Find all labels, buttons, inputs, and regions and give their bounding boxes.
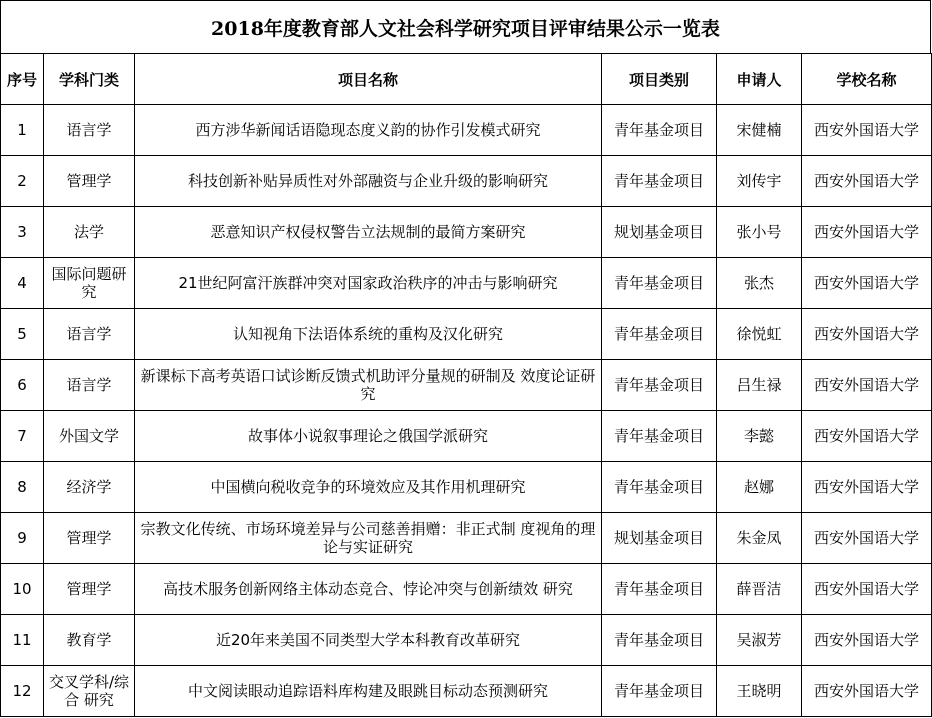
cell-type: 青年基金项目 [602, 309, 717, 360]
cell-discipline: 语言学 [44, 360, 135, 411]
cell-discipline: 管理学 [44, 513, 135, 564]
cell-discipline: 经济学 [44, 462, 135, 513]
table-title: 2018年度教育部人文社会科学研究项目评审结果公示一览表 [0, 0, 931, 54]
cell-type: 规划基金项目 [602, 513, 717, 564]
table-row [1, 360, 932, 411]
cell-applicant: 吴淑芳 [717, 615, 802, 666]
cell-school: 西安外国语大学 [802, 360, 932, 411]
cell-school: 西安外国语大学 [802, 105, 932, 156]
cell-type: 青年基金项目 [602, 258, 717, 309]
header-project: 项目名称 [135, 54, 602, 105]
cell-school: 西安外国语大学 [802, 156, 932, 207]
table-row [1, 564, 932, 615]
header-no: 序号 [1, 54, 44, 105]
cell-type: 青年基金项目 [602, 105, 717, 156]
header-discipline: 学科门类 [44, 54, 135, 105]
cell-school: 西安外国语大学 [802, 513, 932, 564]
cell-type: 青年基金项目 [602, 564, 717, 615]
cell-applicant: 李懿 [717, 411, 802, 462]
table-row [1, 105, 932, 156]
table-row [1, 513, 932, 564]
table-row [1, 156, 932, 207]
cell-no: 11 [1, 615, 44, 666]
cell-project: 近20年来美国不同类型大学本科教育改革研究 [135, 615, 602, 666]
header-applicant: 申请人 [717, 54, 802, 105]
cell-no: 12 [1, 666, 44, 717]
table-row [1, 411, 932, 462]
header-row [1, 54, 932, 105]
cell-applicant: 赵娜 [717, 462, 802, 513]
cell-no: 3 [1, 207, 44, 258]
cell-type: 青年基金项目 [602, 666, 717, 717]
cell-discipline: 管理学 [44, 156, 135, 207]
cell-project: 西方涉华新闻话语隐现态度义韵的协作引发模式研究 [135, 105, 602, 156]
cell-type: 规划基金项目 [602, 207, 717, 258]
header-school: 学校名称 [802, 54, 932, 105]
cell-applicant: 刘传宇 [717, 156, 802, 207]
cell-type: 青年基金项目 [602, 462, 717, 513]
cell-school: 西安外国语大学 [802, 615, 932, 666]
cell-school: 西安外国语大学 [802, 309, 932, 360]
cell-applicant: 吕生禄 [717, 360, 802, 411]
cell-applicant: 徐悦虹 [717, 309, 802, 360]
cell-discipline: 语言学 [44, 105, 135, 156]
table-row [1, 258, 932, 309]
cell-discipline: 国际问题研究 [44, 258, 135, 309]
cell-project: 21世纪阿富汗族群冲突对国家政治秩序的冲击与影响研究 [135, 258, 602, 309]
cell-applicant: 朱金凤 [717, 513, 802, 564]
cell-no: 5 [1, 309, 44, 360]
cell-school: 西安外国语大学 [802, 666, 932, 717]
cell-type: 青年基金项目 [602, 411, 717, 462]
results-table [0, 53, 932, 717]
table-row [1, 666, 932, 717]
cell-project: 恶意知识产权侵权警告立法规制的最简方案研究 [135, 207, 602, 258]
cell-applicant: 张杰 [717, 258, 802, 309]
cell-project: 中文阅读眼动追踪语料库构建及眼跳目标动态预测研究 [135, 666, 602, 717]
cell-discipline: 交叉学科/综合 研究 [44, 666, 135, 717]
header-type: 项目类别 [602, 54, 717, 105]
cell-school: 西安外国语大学 [802, 207, 932, 258]
cell-type: 青年基金项目 [602, 615, 717, 666]
cell-applicant: 张小号 [717, 207, 802, 258]
cell-project: 高技术服务创新网络主体动态竞合、悖论冲突与创新绩效 研究 [135, 564, 602, 615]
cell-type: 青年基金项目 [602, 156, 717, 207]
cell-discipline: 教育学 [44, 615, 135, 666]
cell-project: 认知视角下法语体系统的重构及汉化研究 [135, 309, 602, 360]
cell-discipline: 管理学 [44, 564, 135, 615]
cell-no: 2 [1, 156, 44, 207]
cell-school: 西安外国语大学 [802, 462, 932, 513]
cell-applicant: 王晓明 [717, 666, 802, 717]
cell-no: 7 [1, 411, 44, 462]
cell-school: 西安外国语大学 [802, 564, 932, 615]
cell-project: 宗教文化传统、市场环境差异与公司慈善捐赠：非正式制 度视角的理论与实证研究 [135, 513, 602, 564]
cell-type: 青年基金项目 [602, 360, 717, 411]
cell-discipline: 法学 [44, 207, 135, 258]
cell-no: 8 [1, 462, 44, 513]
cell-no: 1 [1, 105, 44, 156]
cell-no: 9 [1, 513, 44, 564]
cell-school: 西安外国语大学 [802, 258, 932, 309]
table-row [1, 462, 932, 513]
cell-applicant: 薛晋洁 [717, 564, 802, 615]
cell-applicant: 宋健楠 [717, 105, 802, 156]
cell-project: 中国横向税收竞争的环境效应及其作用机理研究 [135, 462, 602, 513]
cell-no: 10 [1, 564, 44, 615]
cell-no: 4 [1, 258, 44, 309]
cell-discipline: 外国文学 [44, 411, 135, 462]
cell-project: 故事体小说叙事理论之俄国学派研究 [135, 411, 602, 462]
table-row [1, 309, 932, 360]
cell-discipline: 语言学 [44, 309, 135, 360]
cell-school: 西安外国语大学 [802, 411, 932, 462]
cell-no: 6 [1, 360, 44, 411]
table-row [1, 207, 932, 258]
cell-project: 科技创新补贴异质性对外部融资与企业升级的影响研究 [135, 156, 602, 207]
table-row [1, 615, 932, 666]
cell-project: 新课标下高考英语口试诊断反馈式机助评分量规的研制及 效度论证研究 [135, 360, 602, 411]
